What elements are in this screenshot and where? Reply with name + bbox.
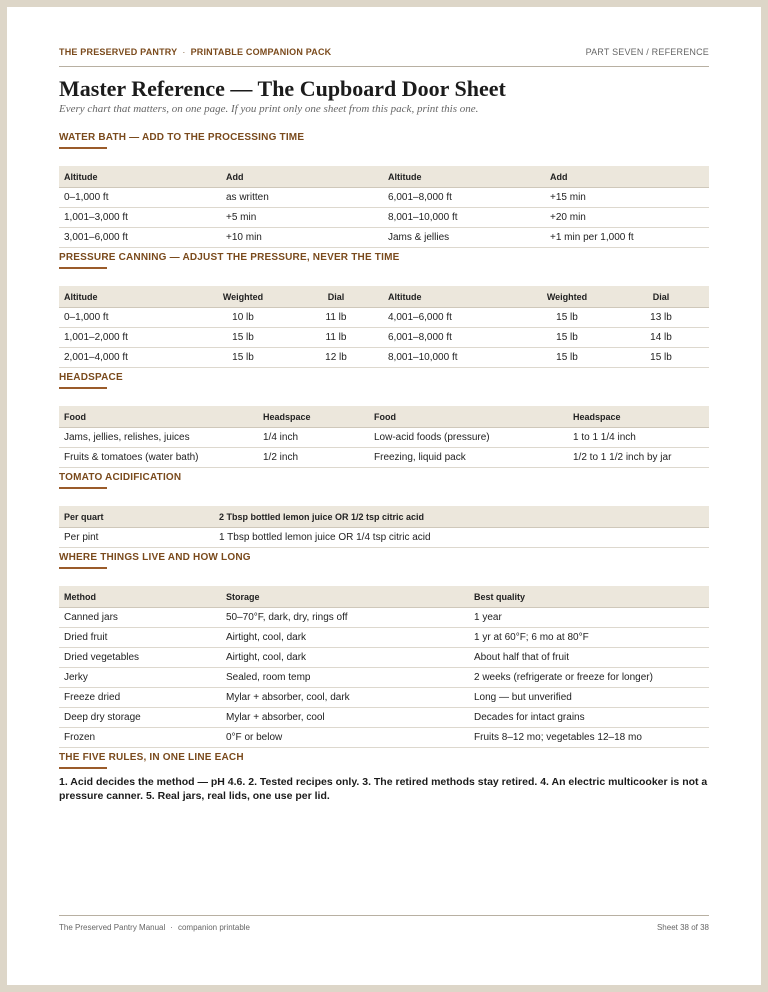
- column-header: Headspace: [258, 406, 369, 428]
- header-brand: THE PRESERVED PANTRY: [59, 47, 178, 57]
- column-header: Altitude: [59, 166, 221, 188]
- column-header: Altitude: [383, 166, 545, 188]
- table-cell: 1 yr at 60°F; 6 mo at 80°F: [469, 628, 709, 648]
- section-pressure-canning: [59, 252, 709, 368]
- five-rules-text: 1. Acid decides the method — pH 4.6. 2. Tested recipes only. 3. The retired methods stay retired. 4. An electric multicooker is not a pressure canner. 5. Real jars, real lids, one use per lid.: [59, 776, 708, 802]
- table-cell: 0–1,000 ft: [59, 188, 221, 208]
- footer-sheet-number: Sheet 38 of 38: [656, 923, 709, 932]
- column-header: Dial: [613, 286, 709, 308]
- column-header: Altitude: [383, 286, 521, 308]
- water-bath-table: [59, 166, 709, 248]
- header-pack: PRINTABLE COMPANION PACK: [190, 47, 332, 57]
- table-cell: 1/2 inch: [258, 448, 369, 468]
- table-cell: 1,001–2,000 ft: [59, 328, 197, 348]
- table-cell: 11 lb: [289, 308, 383, 328]
- page-title: Master Reference — The Cupboard Door Sheet: [59, 76, 506, 101]
- page-sheet: [7, 7, 761, 985]
- table-cell: Mylar + absorber, cool, dark: [221, 688, 469, 708]
- table-row: [59, 188, 709, 208]
- running-header: [59, 41, 709, 67]
- table-cell: 1,001–3,000 ft: [59, 208, 221, 228]
- table-cell: 2,001–4,000 ft: [59, 348, 197, 368]
- table-cell: 4,001–6,000 ft: [383, 308, 521, 328]
- table-cell: 13 lb: [613, 308, 709, 328]
- table-cell: 3,001–6,000 ft: [59, 228, 221, 248]
- table-cell: Fruits & tomatoes (water bath): [59, 448, 258, 468]
- table-cell: Jams, jellies, relishes, juices: [59, 428, 258, 448]
- storage-table: [59, 586, 709, 748]
- table-cell: 12 lb: [289, 348, 383, 368]
- section-title: WATER BATH — ADD TO THE PROCESSING TIME: [59, 132, 305, 143]
- column-header: Weighted: [521, 286, 613, 308]
- table-cell: 15 lb: [521, 308, 613, 328]
- column-header: Add: [545, 166, 709, 188]
- table-row: [59, 308, 709, 328]
- table-cell: +15 min: [545, 188, 709, 208]
- table-cell: 8,001–10,000 ft: [383, 348, 521, 368]
- column-header: Food: [369, 406, 568, 428]
- table-cell: Per pint: [59, 528, 214, 548]
- page-content: [59, 7, 709, 985]
- table-row: [59, 428, 709, 448]
- table-cell: +20 min: [545, 208, 709, 228]
- column-header: 2 Tbsp bottled lemon juice OR 1/2 tsp citric acid: [214, 506, 709, 528]
- table-cell: 1 to 1 1/4 inch: [568, 428, 709, 448]
- header-separator: ·: [182, 47, 186, 57]
- table-cell: Freezing, liquid pack: [369, 448, 568, 468]
- section-headspace: [59, 372, 709, 468]
- table-cell: Jerky: [59, 668, 221, 688]
- column-header: Per quart: [59, 506, 214, 528]
- table-row: [59, 728, 709, 748]
- table-cell: Dried fruit: [59, 628, 221, 648]
- table-header-row: [59, 506, 709, 528]
- column-header: Headspace: [568, 406, 709, 428]
- footer-left: [59, 923, 250, 932]
- table-cell: Airtight, cool, dark: [221, 648, 469, 668]
- column-header: Best quality: [469, 586, 709, 608]
- table-cell: +5 min: [221, 208, 383, 228]
- table-row: [59, 708, 709, 728]
- pressure-table: [59, 286, 709, 368]
- table-cell: 0°F or below: [221, 728, 469, 748]
- table-cell: 15 lb: [613, 348, 709, 368]
- table-cell: Dried vegetables: [59, 648, 221, 668]
- header-left: [59, 47, 331, 57]
- table-cell: 10 lb: [197, 308, 289, 328]
- table-header-row: [59, 166, 709, 188]
- table-cell: +1 min per 1,000 ft: [545, 228, 709, 248]
- table-row: [59, 628, 709, 648]
- section-title: HEADSPACE: [59, 372, 123, 383]
- section-title: WHERE THINGS LIVE AND HOW LONG: [59, 552, 251, 563]
- table-cell: as written: [221, 188, 383, 208]
- running-footer: [59, 915, 709, 932]
- table-cell: Jams & jellies: [383, 228, 545, 248]
- table-cell: 15 lb: [197, 328, 289, 348]
- table-cell: 15 lb: [521, 348, 613, 368]
- header-part: PART SEVEN / REFERENCE: [585, 47, 709, 57]
- table-cell: 8,001–10,000 ft: [383, 208, 545, 228]
- table-cell: 6,001–8,000 ft: [383, 328, 521, 348]
- section-rule: [59, 487, 107, 489]
- section-rule: [59, 147, 107, 149]
- section-water-bath: [59, 132, 709, 248]
- table-cell: 50–70°F, dark, dry, rings off: [221, 608, 469, 628]
- page-subtitle: Every chart that matters, on one page. If you print only one sheet from this pack, print this one.: [59, 103, 479, 115]
- table-row: [59, 228, 709, 248]
- section-title: PRESSURE CANNING — ADJUST THE PRESSURE, NEVER THE TIME: [59, 252, 400, 263]
- table-cell: Freeze dried: [59, 688, 221, 708]
- table-cell: 1 Tbsp bottled lemon juice OR 1/4 tsp citric acid: [214, 528, 709, 548]
- section-title: THE FIVE RULES, IN ONE LINE EACH: [59, 752, 244, 763]
- table-row: [59, 648, 709, 668]
- table-row: [59, 448, 709, 468]
- section-rule: [59, 567, 107, 569]
- footer-separator: ·: [170, 923, 173, 932]
- table-row: [59, 688, 709, 708]
- section-rule: [59, 387, 107, 389]
- headspace-table: [59, 406, 709, 468]
- table-cell: Deep dry storage: [59, 708, 221, 728]
- column-header: Method: [59, 586, 221, 608]
- column-header: Weighted: [197, 286, 289, 308]
- table-cell: 6,001–8,000 ft: [383, 188, 545, 208]
- table-cell: +10 min: [221, 228, 383, 248]
- table-header-row: [59, 406, 709, 428]
- table-cell: Frozen: [59, 728, 221, 748]
- table-cell: 14 lb: [613, 328, 709, 348]
- table-cell: 15 lb: [521, 328, 613, 348]
- footer-manual: The Preserved Pantry Manual: [59, 923, 166, 932]
- table-row: [59, 348, 709, 368]
- table-cell: 2 weeks (refrigerate or freeze for longer): [469, 668, 709, 688]
- table-cell: 1 year: [469, 608, 709, 628]
- table-header-row: [59, 286, 709, 308]
- table-header-row: [59, 586, 709, 608]
- table-cell: Mylar + absorber, cool: [221, 708, 469, 728]
- acidification-table: [59, 506, 709, 548]
- section-title: TOMATO ACIDIFICATION: [59, 472, 182, 483]
- column-header: Add: [221, 166, 383, 188]
- column-header: Dial: [289, 286, 383, 308]
- table-cell: 1/2 to 1 1/2 inch by jar: [568, 448, 709, 468]
- table-cell: Canned jars: [59, 608, 221, 628]
- table-cell: About half that of fruit: [469, 648, 709, 668]
- table-cell: Fruits 8–12 mo; vegetables 12–18 mo: [469, 728, 709, 748]
- table-row: [59, 608, 709, 628]
- section-rule: [59, 767, 107, 769]
- table-row: [59, 328, 709, 348]
- section-five-rules: [59, 752, 709, 769]
- section-tomato-acidification: [59, 472, 709, 548]
- table-row: [59, 528, 709, 548]
- column-header: Storage: [221, 586, 469, 608]
- table-cell: Decades for intact grains: [469, 708, 709, 728]
- footer-kind: companion printable: [177, 923, 250, 932]
- column-header: Food: [59, 406, 258, 428]
- section-rule: [59, 267, 107, 269]
- table-cell: 15 lb: [197, 348, 289, 368]
- table-cell: Airtight, cool, dark: [221, 628, 469, 648]
- table-cell: Long — but unverified: [469, 688, 709, 708]
- table-row: [59, 668, 709, 688]
- table-cell: Low-acid foods (pressure): [369, 428, 568, 448]
- table-row: [59, 208, 709, 228]
- table-cell: 0–1,000 ft: [59, 308, 197, 328]
- section-storage: [59, 552, 709, 748]
- table-cell: 1/4 inch: [258, 428, 369, 448]
- table-cell: 11 lb: [289, 328, 383, 348]
- table-cell: Sealed, room temp: [221, 668, 469, 688]
- column-header: Altitude: [59, 286, 197, 308]
